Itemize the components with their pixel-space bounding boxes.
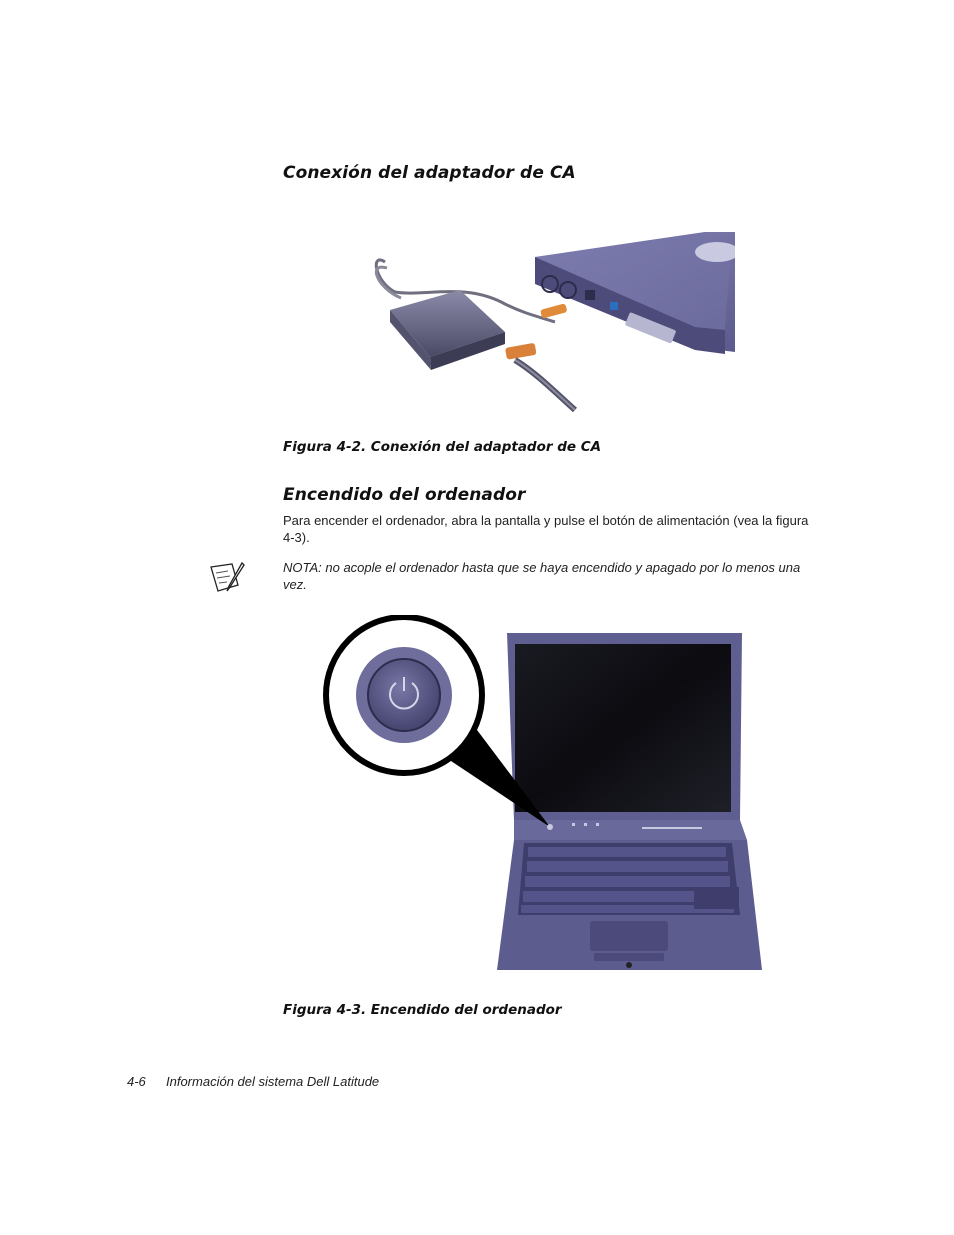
figure-caption-4-3: Figura 4-3. Encendido del ordenador: [283, 1002, 562, 1018]
ac-adapter-figure: [365, 222, 735, 412]
figure-caption-4-2: Figura 4-2. Conexión del adaptador de CA: [283, 439, 602, 455]
page-number: 4-6: [127, 1074, 146, 1089]
section-heading-ac-adapter: Conexión del adaptador de CA: [283, 163, 576, 183]
note-text: NOTA: no acople el ordenador hasta que se haya encendido y apagado por lo menos una vez.: [283, 560, 801, 592]
ac-adapter-icon: [365, 222, 735, 412]
paragraph-power-on: Para encender el ordenador, abra la pantalla y pulse el botón de alimentación (vea la figura 4-3).: [283, 513, 809, 545]
laptop-power-figure: [322, 615, 764, 985]
note-pencil-icon: [208, 561, 248, 595]
footer-title: Información del sistema Dell Latitude: [166, 1074, 380, 1089]
laptop-power-icon: [322, 615, 764, 985]
section-heading-power-on: Encendido del ordenador: [283, 485, 526, 505]
